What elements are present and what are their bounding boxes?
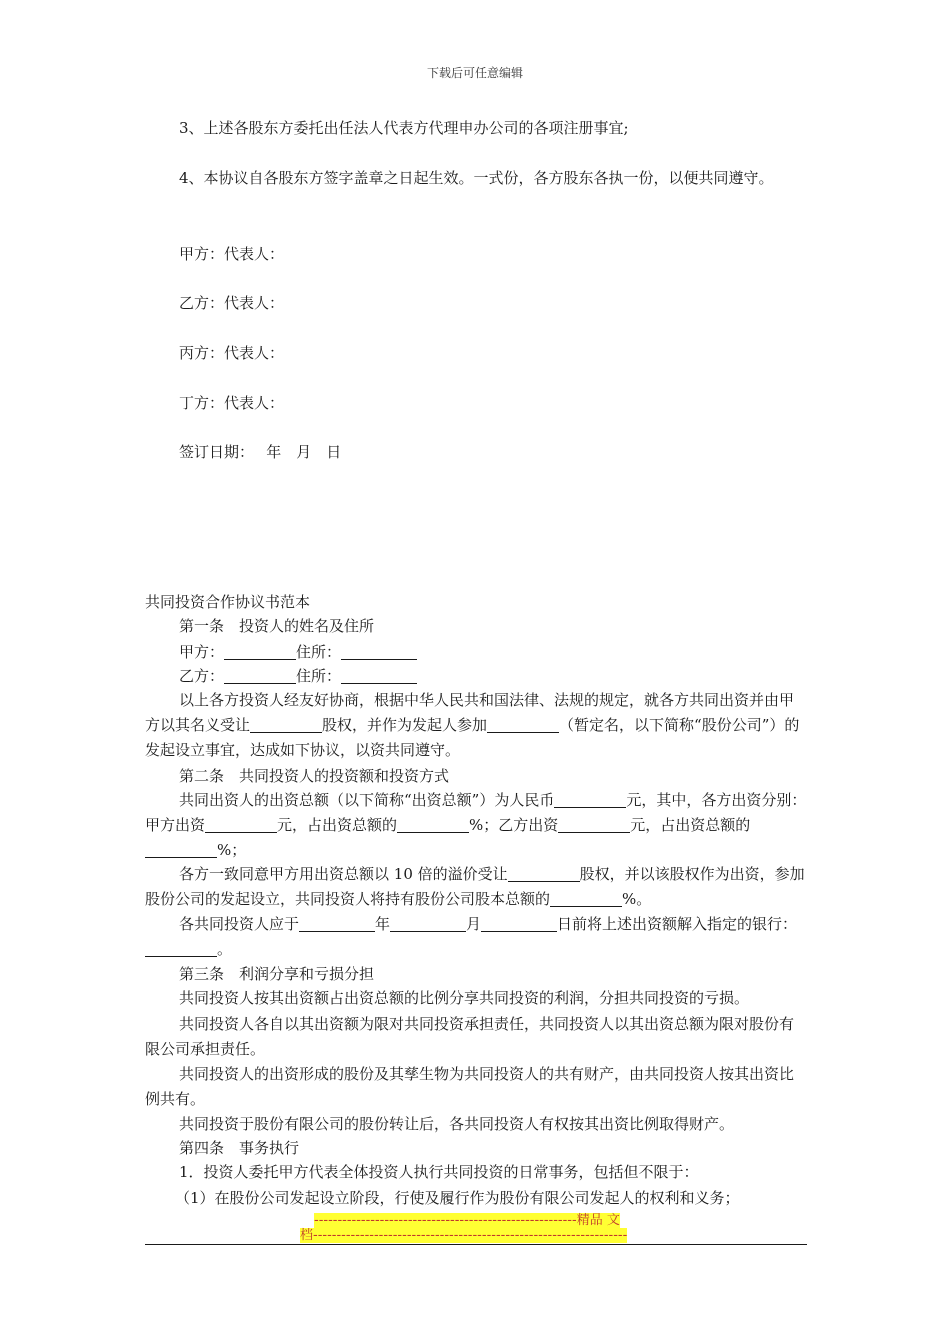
equity-blank [250,716,322,733]
page-header: 下载后可任意编辑 [426,66,523,80]
premium-text-1: 各方一致同意甲方用出资总额以 10 倍的溢价受让 [179,865,508,883]
party-a-name-blank [224,643,296,660]
share-percent-blank [550,890,622,907]
paragraph-intro-text-1: 以上各方投资人经友好协商，根据中华人民共和国法律、法规的规定，就各方共同出资并由甲方以其名义受让 [145,691,795,734]
deadline-text-2: 日前将上述出资额解入指定的银行： [557,915,798,933]
month-label: 月 [466,915,482,933]
article-1-heading: 第一条 投资人的姓名及住所 [179,617,375,635]
signature-party-d: 丁方：代表人： [179,394,285,412]
footer-rule [145,1244,807,1245]
premium-equity-blank [508,865,580,882]
paragraph-transfer: 共同投资于股份有限公司的股份转让后，各共同投资人有权按其出资比例取得财产。 [179,1115,735,1133]
investment-text-6: %； [217,841,247,859]
paragraph-intro [145,688,807,763]
address-label: 住所： [296,643,342,661]
party-b-address-blank [341,667,417,684]
clause-3: 3、上述各股东方委托出任法人代表方代理申办公司的各项注册事宜; [179,119,629,137]
paragraph-affairs: 1．投资人委托甲方代表全体投资人执行共同投资的日常事务，包括但不限于： [179,1163,699,1181]
deadline-text-3: 。 [217,940,233,958]
footer-watermark-line-2: 档------------------------------------------------------------------- [300,1228,628,1243]
paragraph-liability: 共同投资人各自以其出资额为限对共同投资承担责任，共同投资人以其出资总额为限对股份有限公司承担责任。 [145,1015,795,1058]
investment-text-2: 元，其中，各方出资分别：甲方出资 [145,791,807,834]
investment-text-1: 共同出资人的出资总额（以下简称“出资总额”）为人民币 [179,791,555,809]
party-b-line [145,664,841,689]
deadline-text-1: 各共同投资人应于 [179,915,300,933]
party-b-label: 乙方： [179,667,225,685]
signing-date: 签订日期： 年 月 日 [179,443,342,461]
party-b-percent-blank [145,841,217,858]
premium-text-2: 股权，并以该股权作为出资，参加股份公司的发起设立，共同投资人将持有股份公司股本总额的 [145,865,805,908]
day-blank [481,915,557,932]
party-b-amount-blank [558,816,630,833]
party-a-percent-blank [397,816,469,833]
paragraph-profit: 共同投资人按其出资额占出资总额的比例分享共同投资的利润，分担共同投资的亏损。 [179,989,750,1007]
clause-4: 4、本协议自各股东方签字盖章之日起生效。一式份，各方股东各执一份，以便共同遵守。 [179,169,774,187]
document-title: 共同投资合作协议书范本 [145,593,311,611]
footer-watermark-line-1: --------------------------------------------------------精品 文 [314,1213,620,1228]
paragraph-property: 共同投资人的出资形成的股份及其孳生物为共同投资人的共有财产，由共同投资人按其出资比例共有。 [145,1065,795,1108]
company-name-blank [487,716,559,733]
paragraph-affairs-1: （1）在股份公司发起设立阶段，行使及履行作为股份有限公司发起人的权利和义务； [175,1189,740,1207]
paragraph-premium [145,862,807,912]
paragraph-investment [145,788,807,863]
month-blank [390,915,466,932]
year-label: 年 [375,915,391,933]
article-4-heading: 第四条 事务执行 [179,1139,300,1157]
address-label: 住所： [296,667,342,685]
signature-party-c: 丙方：代表人： [179,344,285,362]
bank-blank [145,940,217,957]
article-2-heading: 第二条 共同投资人的投资额和投资方式 [179,767,450,785]
signature-party-a: 甲方：代表人： [179,245,285,263]
paragraph-intro-text-2: 股权，并作为发起人参加 [322,716,488,734]
party-a-line [145,640,841,665]
investment-text-5: 元，占出资总额的 [630,816,751,834]
party-a-amount-blank [205,816,277,833]
premium-text-3: %。 [622,890,652,908]
paragraph-intro-text-3: （暂定名，以下简称“股份公司”）的发起设立事宜，达成如下协议，以资共同遵守。 [145,716,800,759]
party-b-name-blank [224,667,296,684]
year-blank [299,915,375,932]
paragraph-deadline [145,912,807,962]
investment-text-4: %；乙方出资 [469,816,559,834]
article-3-heading: 第三条 利润分享和亏损分担 [179,965,375,983]
party-a-label: 甲方： [179,643,225,661]
total-amount-blank [554,791,626,808]
investment-text-3: 元，占出资总额的 [277,816,398,834]
party-a-address-blank [341,643,417,660]
signature-party-b: 乙方：代表人： [179,294,285,312]
